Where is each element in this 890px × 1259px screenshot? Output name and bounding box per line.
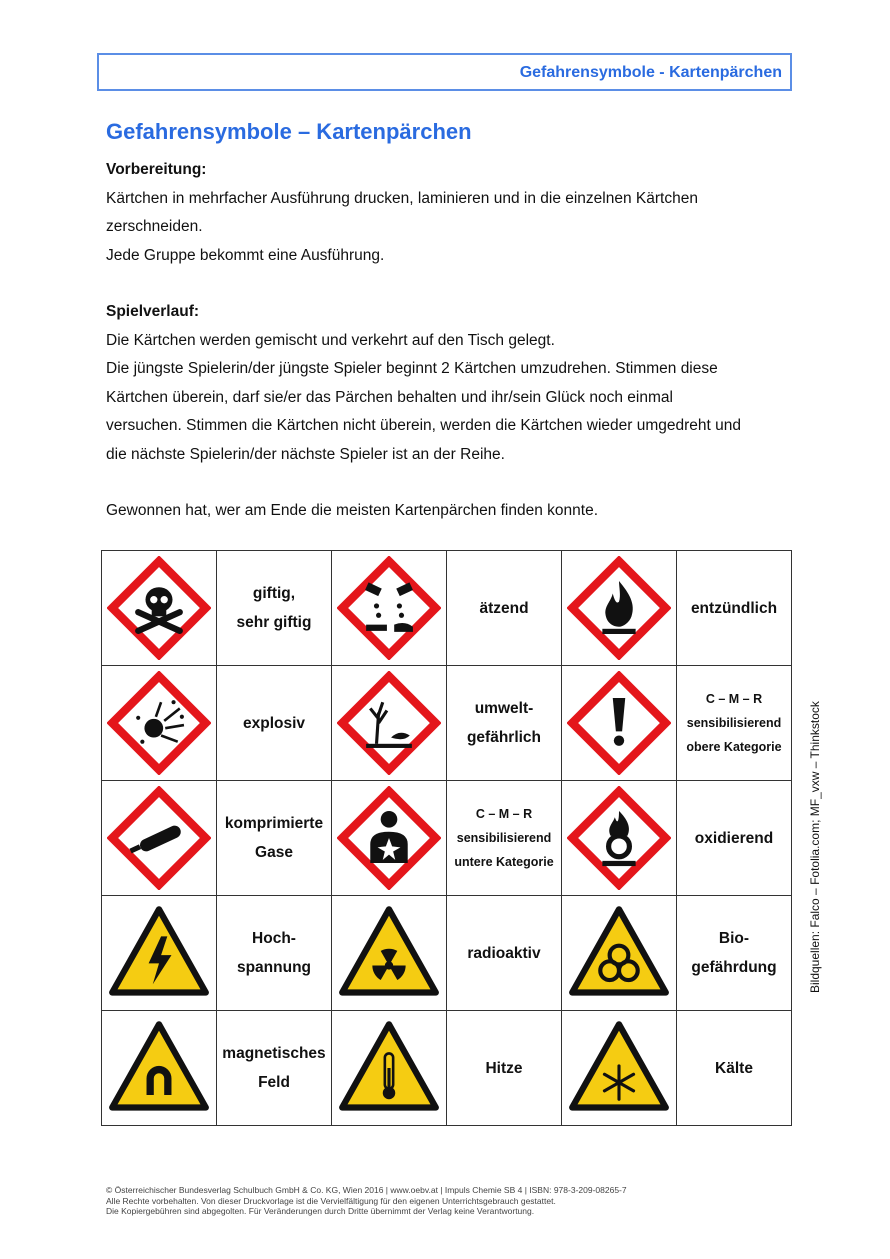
label-card xyxy=(447,666,562,781)
card-label-line: Bio- xyxy=(718,930,750,947)
spielverlauf-section xyxy=(106,298,806,469)
symbol-card xyxy=(102,666,217,781)
symbol-card xyxy=(332,1011,447,1126)
footer-line: Die Kopiergebühren sind abgegolten. Für Veränderungen durch Dritte übernimmt der Verlag keine Verantwortung. xyxy=(106,1206,535,1216)
symbol-card xyxy=(332,781,447,896)
card-label-line: C – M – R xyxy=(705,692,763,706)
card-label-line: untere Kategorie xyxy=(454,855,554,869)
label-card xyxy=(217,1011,332,1126)
card-label xyxy=(677,1054,791,1083)
symbol-card xyxy=(102,896,217,1011)
snowflake-cold-icon xyxy=(567,1016,671,1120)
image-credit: Bildquellen: Falco – Fotolia.com; MF_vxw – Thinkstock xyxy=(808,701,822,993)
card-label-line: Hitze xyxy=(485,1059,523,1077)
page-title: Gefahrensymbole – Kartenpärchen xyxy=(106,119,472,144)
vorbereitung-line: Kärtchen in mehrfacher Ausführung drucken, laminieren und in die einzelnen Kärtchen xyxy=(106,189,698,207)
card-label xyxy=(217,709,331,738)
footer-line: Alle Rechte vorbehalten. Von dieser Druckvorlage ist die Vervielfältigung für den eigenen Unterrichtsgebrauch gestattet. xyxy=(106,1195,556,1206)
symbol-card xyxy=(102,1011,217,1126)
card-label-line: sensibilisierend xyxy=(686,716,782,730)
symbol-card xyxy=(562,666,677,781)
label-card xyxy=(217,781,332,896)
spielverlauf-line: Die jüngste Spielerin/der jüngste Spieler beginnt 2 Kärtchen umzudrehen. Stimmen diese xyxy=(106,360,718,377)
label-card xyxy=(677,666,792,781)
spielverlauf-line: versuchen. Stimmen die Kärtchen nicht überein, werden die Kärtchen wieder umgedreht und xyxy=(106,417,742,434)
card-label-line: magnetisches xyxy=(222,1045,326,1062)
symbol-card xyxy=(332,551,447,666)
card-row xyxy=(102,551,792,666)
card-label xyxy=(447,802,561,874)
card-row xyxy=(102,781,792,896)
card-label-line: Kälte xyxy=(715,1059,753,1077)
label-card xyxy=(447,551,562,666)
card-label xyxy=(677,687,791,759)
spielverlauf-line: Kärtchen überein, darf sie/er das Pärchen behalten und ihr/sein Glück noch einmal xyxy=(106,388,673,406)
card-label-line: Feld xyxy=(258,1074,290,1091)
flame-icon xyxy=(567,556,671,660)
card-label xyxy=(447,939,561,968)
card-label-line: umwelt- xyxy=(474,700,534,717)
vorbereitung-section xyxy=(106,156,806,270)
label-card xyxy=(447,781,562,896)
card-label xyxy=(677,924,791,982)
health-hazard-icon xyxy=(337,786,441,890)
card-label-line: gefährdung xyxy=(691,959,777,976)
card-label-line: gefährlich xyxy=(466,729,542,746)
biohazard-icon xyxy=(567,901,671,1005)
spielverlauf-line: Die Kärtchen werden gemischt und verkehrt auf den Tisch gelegt. xyxy=(106,331,555,349)
card-label xyxy=(447,694,561,752)
closing-section xyxy=(106,497,806,526)
symbol-card xyxy=(562,551,677,666)
corrosion-icon xyxy=(337,556,441,660)
vorbereitung-line: Jede Gruppe bekommt eine Ausführung. xyxy=(106,246,385,264)
card-row xyxy=(102,896,792,1011)
spielverlauf-heading: Spielverlauf: xyxy=(106,303,200,320)
card-label-line: obere Kategorie xyxy=(686,740,782,754)
label-card xyxy=(447,896,562,1011)
symbol-card xyxy=(332,666,447,781)
card-label-line: sehr giftig xyxy=(236,614,312,631)
card-label xyxy=(677,594,791,623)
environment-icon xyxy=(337,671,441,775)
symbol-card xyxy=(102,781,217,896)
symbol-card xyxy=(332,896,447,1011)
card-label-line: oxidierend xyxy=(694,829,774,847)
exclamation-mark-icon xyxy=(567,671,671,775)
card-label-line: entzündlich xyxy=(690,599,778,617)
magnetic-field-icon xyxy=(107,1016,211,1120)
footer-line: © Österreichischer Bundesverlag Schulbuch GmbH & Co. KG, Wien 2016 | www.oebv.at | Impuls Chemie SB 4 | ISBN: 978-3-209-08265-7 xyxy=(106,1185,627,1195)
symbol-card xyxy=(562,1011,677,1126)
card-label-line: sensibilisierend xyxy=(456,831,552,845)
radiation-icon xyxy=(337,901,441,1005)
label-card xyxy=(677,781,792,896)
spielverlauf-line: die nächste Spielerin/der nächste Spieler ist an der Reihe. xyxy=(106,445,505,463)
header-box xyxy=(97,53,792,91)
thermometer-heat-icon xyxy=(337,1016,441,1120)
label-card xyxy=(677,1011,792,1126)
flame-over-circle-icon xyxy=(567,786,671,890)
high-voltage-icon xyxy=(107,901,211,1005)
card-label-line: radioaktiv xyxy=(467,944,541,962)
symbol-card xyxy=(102,551,217,666)
closing-line: Gewonnen hat, wer am Ende die meisten Kartenpärchen finden konnte. xyxy=(106,502,599,519)
symbol-card xyxy=(562,896,677,1011)
card-label xyxy=(447,1054,561,1083)
card-label-line: explosiv xyxy=(242,714,306,732)
card-label-line: Hoch- xyxy=(252,930,296,947)
gas-cylinder-icon xyxy=(107,786,211,890)
label-card xyxy=(447,1011,562,1126)
vorbereitung-line: zerschneiden. xyxy=(106,218,203,235)
card-label-line: spannung xyxy=(236,959,312,976)
card-label-line: giftig, xyxy=(252,585,296,602)
card-table xyxy=(101,550,792,1126)
label-card xyxy=(677,551,792,666)
card-label-line: C – M – R xyxy=(475,807,533,821)
card-label-line: Gase xyxy=(255,844,293,861)
symbol-card xyxy=(562,781,677,896)
skull-crossbones-icon xyxy=(107,556,211,660)
card-label xyxy=(217,809,331,867)
footer xyxy=(106,1185,627,1217)
exploding-bomb-icon xyxy=(107,671,211,775)
card-label-line: komprimierte xyxy=(224,815,324,832)
label-card xyxy=(217,551,332,666)
card-label xyxy=(447,594,561,623)
label-card xyxy=(217,896,332,1011)
vorbereitung-heading: Vorbereitung: xyxy=(106,161,207,178)
card-row xyxy=(102,1011,792,1126)
label-card xyxy=(677,896,792,1011)
card-row xyxy=(102,666,792,781)
card-label xyxy=(217,579,331,637)
header-title: Gefahrensymbole - Kartenpärchen xyxy=(519,64,782,81)
card-label-line: ätzend xyxy=(479,599,529,617)
card-label xyxy=(677,824,791,853)
label-card xyxy=(217,666,332,781)
card-label xyxy=(217,1039,331,1097)
card-label xyxy=(217,924,331,982)
